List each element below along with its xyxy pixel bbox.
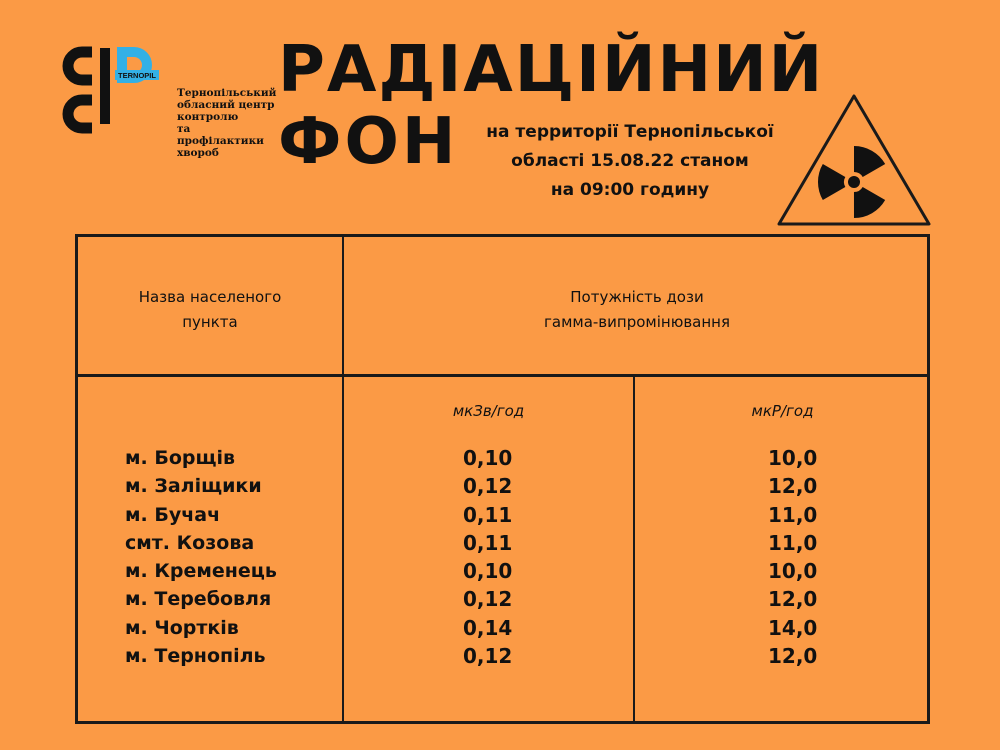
unit-label-usv: мкЗв/год	[452, 402, 525, 420]
dose-ur-value: 10,0	[768, 559, 818, 584]
dose-ur-value: 11,0	[768, 502, 818, 527]
dose-ur-value: 10,0	[768, 446, 818, 470]
dose-ur-value: 11,0	[768, 530, 818, 555]
dose-usv-value: 0,12	[463, 644, 513, 669]
table-divider	[78, 374, 927, 377]
column-header-name: Назва населеного пункта	[138, 288, 282, 331]
dose-usv-value: 0,10	[463, 559, 513, 584]
logo-badge-text: TERNOPIL	[118, 71, 156, 80]
dose-ur-value: 12,0	[768, 474, 818, 499]
settlement-name: м. Заліщики	[125, 475, 262, 498]
dose-usv-value: 0,10	[463, 446, 513, 470]
dose-usv-list	[463, 444, 512, 670]
logo-mark-icon	[60, 44, 170, 139]
org-logo	[60, 44, 280, 159]
dose-usv-value: 0,14	[463, 615, 513, 640]
settlement-name: м. Теребовля	[125, 588, 272, 611]
settlement-list	[125, 444, 277, 670]
settlement-name: м. Борщів	[125, 447, 236, 469]
dose-usv-value: 0,12	[463, 587, 513, 612]
settlement-name: м. Чортків	[125, 616, 239, 639]
org-name: Тернопільський обласний центр контролю та профілактики хвороб	[177, 87, 277, 159]
page-subtitle: на территорії Тернопільської області 15.08.22 станом на 09:00 годину	[486, 122, 774, 200]
settlement-name: м. Кременець	[125, 560, 277, 583]
dose-usv-value: 0,11	[463, 502, 513, 527]
dose-usv-value: 0,11	[463, 530, 513, 555]
settlement-name: смт. Козова	[125, 531, 255, 554]
radiation-warning-icon	[775, 92, 933, 230]
settlement-name: м. Тернопіль	[125, 645, 266, 668]
dose-ur-value: 12,0	[768, 644, 818, 669]
radiation-table	[75, 234, 930, 724]
unit-label-ur: мкР/год	[751, 402, 814, 420]
page-title-second-line: ФОН	[278, 105, 459, 179]
dose-ur-list	[768, 444, 817, 670]
dose-usv-value: 0,12	[463, 474, 513, 499]
page-title: РАДІАЦІЙНИЙ	[278, 33, 825, 107]
column-header-dose: Потужність дози гамма-випромінювання	[544, 288, 730, 331]
settlement-name: м. Бучач	[125, 503, 221, 526]
dose-ur-value: 14,0	[768, 615, 818, 640]
dose-ur-value: 12,0	[768, 587, 818, 612]
table-divider	[633, 377, 635, 721]
